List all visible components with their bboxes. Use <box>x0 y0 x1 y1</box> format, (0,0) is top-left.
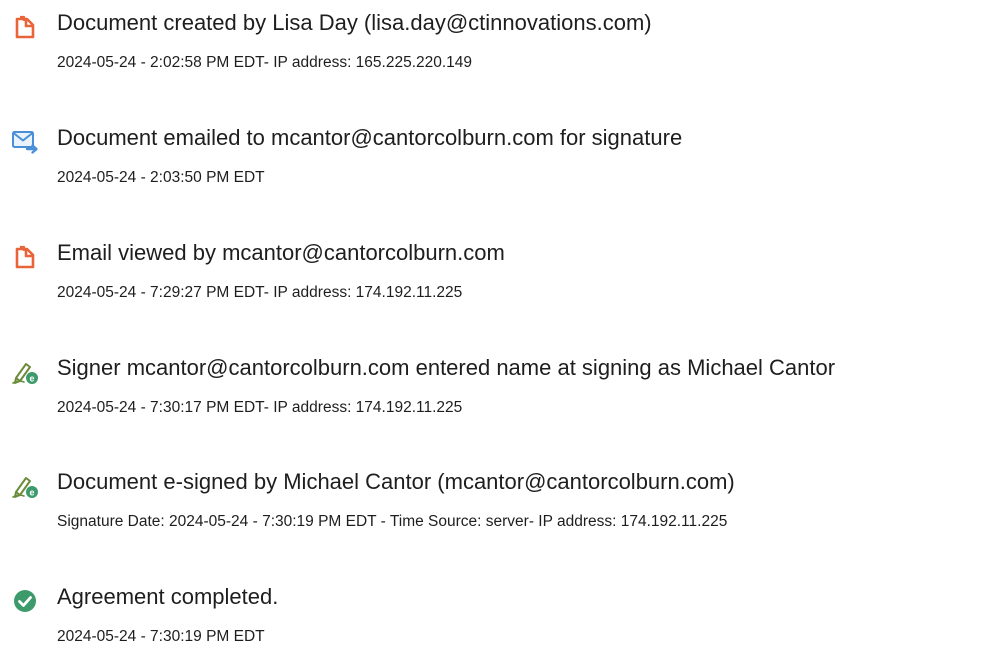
event-title: Document emailed to mcantor@cantorcolburn.com for signature <box>57 125 683 150</box>
e-sign-pen-icon <box>11 358 39 386</box>
event-title: Email viewed by mcantor@cantorcolburn.com <box>57 240 505 265</box>
event-title: Agreement completed. <box>57 584 279 609</box>
event-title: Document created by Lisa Day (lisa.day@ctinnovations.com) <box>57 10 652 35</box>
event-title: Signer mcantor@cantorcolburn.com entered name at signing as Michael Cantor <box>57 355 836 380</box>
event-detail: 2024-05-24 - 7:29:27 PM EDT- IP address: 174.192.11.225 <box>57 284 463 301</box>
check-circle-icon <box>11 587 39 615</box>
event-detail: 2024-05-24 - 2:03:50 PM EDT <box>57 169 265 186</box>
document-icon <box>11 13 39 41</box>
svg-text:e: e <box>29 487 35 498</box>
svg-text:e: e <box>29 373 35 384</box>
document-icon <box>11 243 39 271</box>
event-detail: 2024-05-24 - 2:02:58 PM EDT- IP address: 165.225.220.149 <box>57 54 473 71</box>
email-send-icon <box>11 128 39 156</box>
event-title: Document e-signed by Michael Cantor (mcantor@cantorcolburn.com) <box>57 469 735 494</box>
e-sign-pen-icon <box>11 472 39 500</box>
event-detail: 2024-05-24 - 7:30:19 PM EDT <box>57 628 265 645</box>
event-detail: 2024-05-24 - 7:30:17 PM EDT- IP address: 174.192.11.225 <box>57 399 463 416</box>
event-detail: Signature Date: 2024-05-24 - 7:30:19 PM EDT - Time Source: server- IP address: 174.192.11.225 <box>57 513 728 530</box>
